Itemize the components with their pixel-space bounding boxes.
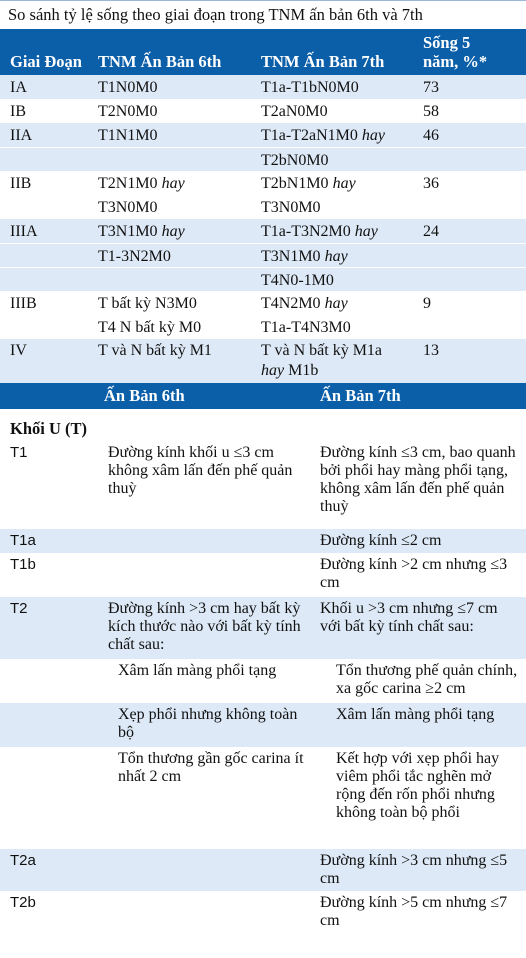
stage-cell [0,198,94,219]
edition6-cell: T1-3N2M0 [98,248,171,265]
edition7-cell: Kết hợp với xẹp phổi hay viêm phổi tắc nghẽn mở rộng đến rốn phổi nhưng không toàn bộ phổi [336,750,500,821]
category-cell: T2 [10,600,28,617]
stage-cell [0,247,94,267]
table-row [0,703,526,747]
header-stage: Giai Đoạn [10,52,82,71]
edition7-cell: T3N1M0 hay [261,248,348,265]
edition7-cell: Đường kính ≤2 cm [320,532,442,549]
edition7-cell: Khối u >3 cm nhưng ≤7 cm với bất kỳ tính chất sau: [320,600,498,635]
table-row [0,659,526,703]
survival-cell: 36 [423,175,439,192]
edition6-cell: T và N bất kỳ M1 [98,342,212,359]
stage-table-header [0,29,526,75]
edition6-cell: T1N1M0 [98,127,158,144]
edition7-cell: T3N0M0 [261,199,321,216]
edition6-cell [104,894,316,933]
survival-cell: 9 [423,295,431,312]
survival-cell [419,151,526,171]
edition6-cell: Xâm lấn màng phổi tạng [118,662,277,679]
edition6-cell [104,532,316,553]
edition7-cell: T1a-T4N3M0 [261,319,351,336]
category-cell [0,750,104,849]
stage-cell [0,271,94,291]
table-row [0,243,526,267]
edition7-cell: T1a-T1bN0M0 [261,79,359,96]
header-edition-7: TNM Ấn Bản 7th [261,52,385,71]
table-row [0,891,526,933]
edition7-cell: T4N2M0 hay [261,295,348,312]
stage-cell [0,318,94,339]
table-row [0,553,526,597]
definition-header [0,383,526,409]
table-row [0,441,526,529]
stage-cell: IV [10,342,27,359]
category-cell: T1b [10,556,36,573]
edition6-cell [94,271,257,291]
table-row [0,75,526,99]
edition7-cell: Đường kính ≤3 cm, bao quanh bởi phổi hay màng phổi tạng, không xâm lấn đến phế quản thuỳ [320,444,516,515]
stage-cell: IIA [10,127,33,144]
table-row [0,291,526,315]
category-cell [0,662,104,703]
edition7-cell: Tổn thương phế quản chính, xa gốc carina ≥2 cm [336,662,518,697]
edition7-cell: T2bN0M0 [261,152,329,169]
survival-cell: 24 [423,223,439,240]
table-row [0,195,526,219]
table-caption: So sánh tỷ lệ sống theo giai đoạn trong TNM ấn bản 6th và 7th [0,0,526,29]
edition7-cell: T và N bất kỳ M1a hay M1b [261,342,383,379]
edition7-cell: T1a-T2aN1M0 hay [261,127,385,144]
survival-cell [419,271,526,291]
edition7-cell: T1a-T3N2M0 hay [261,223,378,240]
table-row [0,315,526,339]
edition6-cell: Xẹp phổi nhưng không toàn bộ [118,706,298,741]
survival-cell [419,198,526,219]
edition7-cell: T2bN1M0 hay [261,175,356,192]
edition6-cell: T bất kỳ N3M0 [98,295,197,312]
stage-cell [0,151,94,171]
edition6-cell [104,852,316,891]
table-row [0,99,526,123]
table-row [0,147,526,171]
edition7-cell: Đường kính >5 cm nhưng ≤7 cm [320,894,508,929]
stage-cell: IA [10,79,27,96]
edition6-cell [104,556,316,597]
category-cell: T1 [10,444,28,461]
edition7-cell: Đường kính >2 cm nhưng ≤3 cm [320,556,508,591]
category-cell: T2b [10,894,36,911]
header-edition-7: Ấn Bản 7th [320,386,401,405]
stage-cell: IIIA [10,223,38,240]
stage-cell: IB [10,103,26,120]
edition6-cell [94,151,257,171]
edition6-cell: T3N1M0 hay [98,223,185,240]
table-row [0,123,526,147]
edition6-cell: T4 N bất kỳ M0 [98,319,202,336]
table-row [0,267,526,291]
survival-cell [419,318,526,339]
survival-cell [419,247,526,267]
edition6-cell: Tổn thương gần gốc carina ít nhất 2 cm [118,750,304,785]
edition7-cell: Đường kính >3 cm nhưng ≤5 cm [320,852,508,887]
edition6-cell: T1N0M0 [98,79,158,96]
edition6-cell: Đường kính >3 cm hay bất kỳ kích thước nào với bất kỳ tính chất sau: [108,600,301,653]
category-cell [0,706,104,747]
header-survival: Sống 5 năm, %* [423,33,488,71]
survival-cell: 46 [423,127,439,144]
table-row [0,597,526,659]
edition6-cell: Đường kính khối u ≤3 cm không xâm lấn đến phế quản thuỳ [108,444,293,497]
table-row [0,849,526,891]
stage-cell: IIIB [10,295,37,312]
header-edition-6: TNM Ấn Bản 6th [98,52,222,71]
table-row [0,339,526,383]
category-cell: T2a [10,852,36,869]
edition7-cell: T4N0-1M0 [261,272,334,289]
table-row [0,171,526,195]
survival-cell: 73 [423,79,439,96]
header-edition-6: Ấn Bản 6th [104,386,185,405]
table-row [0,529,526,553]
category-cell: T1a [10,532,36,549]
survival-cell: 13 [423,342,439,359]
survival-cell: 58 [423,103,439,120]
stage-cell: IIB [10,175,32,192]
tumor-definition-table [0,409,526,933]
edition7-cell: T2aN0M0 [261,103,328,120]
edition6-cell: T2N0M0 [98,103,158,120]
stage-survival-table [0,29,526,383]
edition6-cell: T3N0M0 [98,199,158,216]
edition6-cell: T2N1M0 hay [98,175,185,192]
table-row [0,747,526,849]
edition7-cell: Xâm lấn màng phổi tạng [336,706,495,723]
table-row [0,219,526,243]
section-title: Khối U (T) [0,409,526,441]
